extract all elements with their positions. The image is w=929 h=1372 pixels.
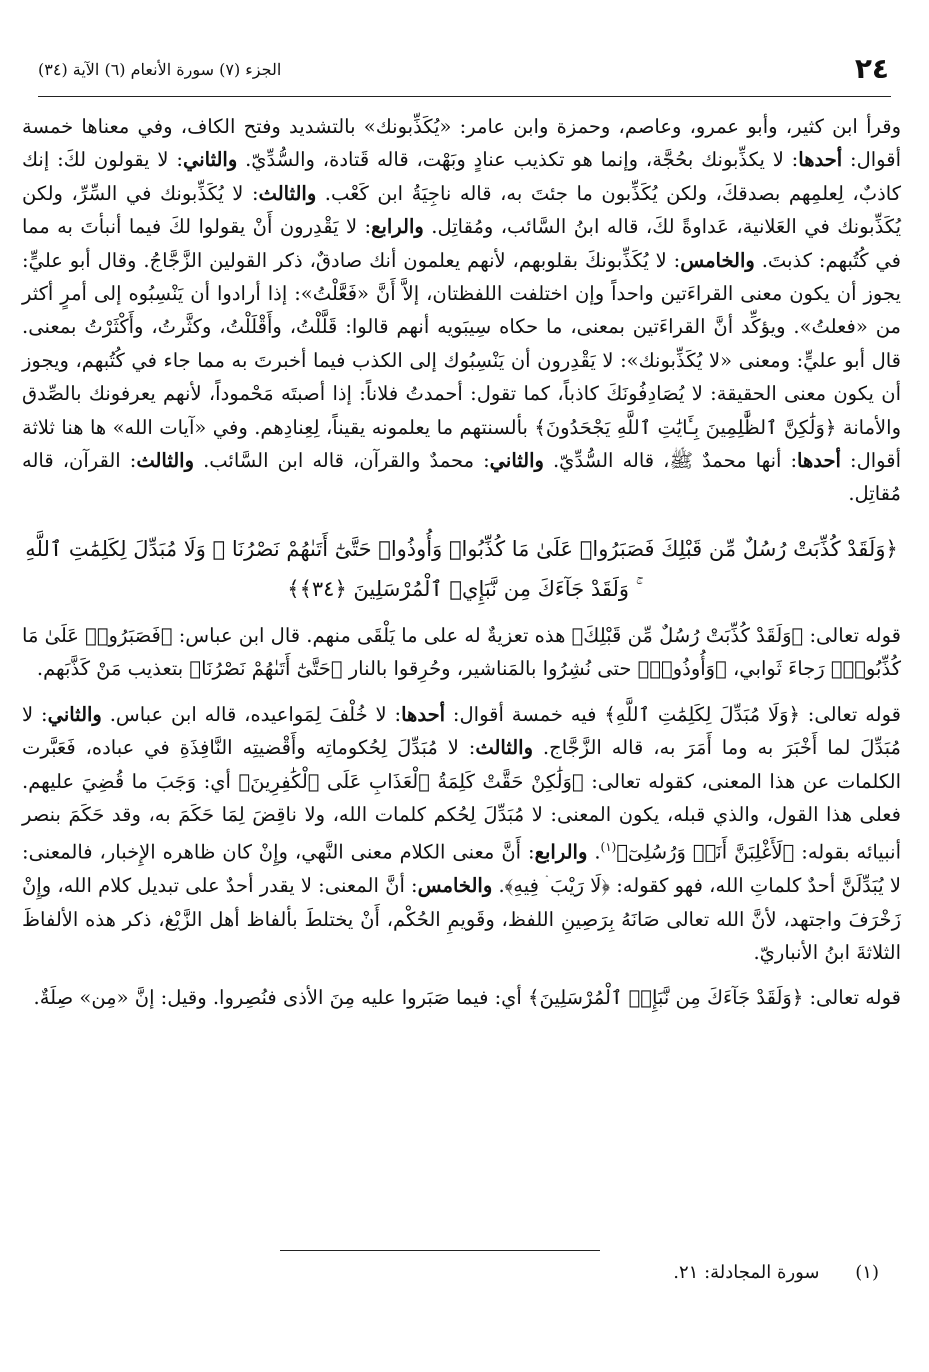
section-keyword: والخامس <box>417 874 493 898</box>
paragraph-gap <box>22 969 901 981</box>
section-keyword: والثاني <box>182 148 238 172</box>
text-run: وقرأ ابن كثير، وأبو عمرو، وعاصم، وحمزة وابن عامر: «يُكَذِّبونك» بالتشديد وفتح الكاف، وفي معناها خمسة أقوال: <box>22 115 901 172</box>
section-keyword: والثاني <box>489 449 544 473</box>
text-run: : لا يكذِّبونك بحُجَّة، وإنما هو تكذيب عنادٍ وبَهْت، قاله قَتادة، والسُّدِّيّ. <box>237 148 799 172</box>
section-keyword: أحدها <box>798 148 843 172</box>
section-keyword: والثاني <box>47 702 102 726</box>
paragraph <box>22 110 901 511</box>
section-keyword: والرابع <box>371 215 424 239</box>
text-run: : أَنَّ معنى الكلام معنى النَّهي، وإِنْ كان ظاهره الإِخبار، فالمعنى: لا يُبَدِّلَنَّ أحدٌ كلماتِ الله، فهو كقوله: ﴿لَا رَيْبَ ۛ فِيهِ﴾. <box>22 840 902 898</box>
footnote-rule <box>280 1250 600 1251</box>
text-run: : لا مُبَدِّلَ لِحُكوماتِه وأَقْضيتِه النَّافِذَةِ في عباده، فَعَبَّرت الكلمات عن هذا المعنى، كقوله تعالى: ﴿وَلَٰكِنْ حَقَّتْ كَلِمَةُ ٱلْعَذَابِ عَلَى ٱلْكَٰفِرِينَ﴾ أي: وَجَبَ ما قُضِيَ عليهم. فعلى هذا القول، والذي قبله، يكون المعنى: لا مُبَدِّلَ لِحُكم كلمات الله، ولا ناقِضَ لِمَا حَكَمَ به، وقد حَكَمَ بنصر أنبيائه بقوله: ﴿لَأَغْلِبَنَّ أَنَا۠ وَرُسُلِىٓ﴾ <box>22 736 901 864</box>
paragraph-gap <box>22 511 901 523</box>
section-keyword: أحدها <box>797 449 841 473</box>
text-run: قوله تعالى: ﴿وَلَقَدْ كُذِّبَتْ رُسُلٌ مِّن قَبْلِكَ﴾ هذه تعزيةٌ له على ما يَلْقَى منهم. قال ابن عباس: ﴿فَصَبَرُوا۟ عَلَىٰ مَا كُذِّبُوا۟﴾ رَجاءَ ثَوابي، ﴿وَأُوذُوا۟﴾ حتى نُشِرُوا بالمَناشير، وحُرِقوا بالنار ﴿حَتَّىٰٓ أَتَىٰهُمْ نَصْرُنَا﴾ بتعذيب مَنْ كَذَّبَهم. <box>22 623 901 681</box>
section-keyword: والخامس <box>680 248 755 272</box>
footnote-ref: (١) <box>600 840 617 855</box>
text-run: قوله تعالى: ﴿وَلَا مُبَدِّلَ لِكَلِمَٰتِ ٱللَّهِ﴾ فيه خمسة أقوال: <box>445 702 901 726</box>
text-run: : لا يَقْدِرون أَنْ يقولوا لكَ فيما أنبأتَ به مما في كُتُبهم: كذبتَ. <box>22 215 901 272</box>
section-keyword: أحدها <box>401 702 446 726</box>
footnote <box>673 1262 879 1283</box>
text-run: : لا مُبَدِّلَ لما أَخْبَرَ به وما أَمَرَ به، قاله الزَّجَّاج. <box>22 702 902 760</box>
paragraph <box>22 619 901 686</box>
text-run: : لا يقولون لكَ: إنك كاذبٌ، لِعلمِهم بصدقكَ، ولكن يُكَذِّبون ما جئتَ به، قاله ناجِيَةُ ابن كَعْب. <box>22 148 901 205</box>
text-run: : أنَّ المعنى: لا يقدر أحدٌ على تبديل كلام الله، وإِنْ زَخْرَفَ واجتهد، لأنَّ الله تعالى صَانَهُ بِرَصِينِ اللفظ، وقَويمِ الحُكْم، أَنْ يختلطَ بألفاظ أهل الزَّيْغ، ذكر هذه الألفاظَ الثلاثةَ ابنُ الأنباريّ. <box>22 874 901 965</box>
page-number: ٢٤ <box>854 52 889 85</box>
section-keyword: والثالث <box>136 449 195 473</box>
text-run: : القرآن، قاله مُقاتِل. <box>22 449 901 506</box>
quran-verse: ﴿وَلَقَدْ كُذِّبَتْ رُسُلٌ مِّن قَبْلِكَ فَصَبَرُوا۟ عَلَىٰ مَا كُذِّبُوا۟ وَأُوذُوا۟ حَتَّىٰٓ أَتَىٰهُمْ نَصْرُنَا ۚ وَلَا مُبَدِّلَ لِكَلِمَٰتِ ٱللَّهِ ۚ وَلَقَدْ جَآءَكَ مِن نَّبَإِي۟ ٱلْمُرْسَلِينَ ﴿٣٤﴾﴾ <box>25 536 898 601</box>
running-head: الجزء (٧) سورة الأنعام (٦) الآية (٣٤) <box>38 60 282 79</box>
text-run: : لا يُكَذِّبونك في السِّرِّ، ولكن يُكَذِّبونك في العَلانية، عَداوةً لكَ، قاله ابنُ السَّائب، ومُقاتِل. <box>22 181 902 239</box>
section-keyword: والثالث <box>475 736 534 760</box>
text-run: : محمدٌ والقرآن، قاله ابن السَّائب. <box>194 449 490 473</box>
text-run: : لا خُلْفَ لِمَواعيده، قاله ابن عباس. <box>101 702 402 726</box>
page-header <box>18 50 911 90</box>
section-keyword: والرابع <box>534 840 588 864</box>
text-run: . <box>587 840 601 864</box>
paragraph <box>22 981 901 1014</box>
paragraph <box>22 698 901 970</box>
footnote-text: سورة المجادلة: ٢١. <box>673 1262 820 1283</box>
page-body <box>22 110 901 1372</box>
text-run: : أنها محمدٌ ﷺ، قاله السُّدِّيّ. <box>543 449 798 473</box>
section-keyword: والثالث <box>258 181 317 205</box>
paragraph-gap <box>22 686 901 698</box>
text-run: قوله تعالى: ﴿وَلَقَدْ جَآءَكَ مِن نَّبَإِي۟ ٱلْمُرْسَلِينَ﴾ أي: فيما صَبَروا عليه مِنَ الأذى فنُصِروا. وقيل: إنَّ «مِن» صِلَةٌ. <box>33 986 901 1010</box>
header-rule <box>38 96 891 97</box>
text-run: : لا يُكَذِّبونكَ بقلوبهم، لأنهم يعلمون أنك صادقٌ، ذكر القولين الزَّجَّاجُ. وقال أبو عليٍّ: يجوز أن يكون معنى القراءَتين واحداً وإن اختلفت اللفظتان، إلاَّ أَنَّ «فَعَّلْتُ»: إذا أرادوا أن يَنْسِبُوه إلى أمرٍ أكثر من «فعلتُ». ويؤكِّد أنَّ القراءَتين بمعنى، ما حكاه سِيبَويه أنهم قالوا: قَلَّلْتُ، وأَقْلَلْتُ، وكثَّرتُ، وأَكْثَرْتُ بمعنى. قال أبو عليٍّ: ومعنى «لا يُكَذِّبونك»: لا يَقْدِرون أن يَنْسِبُوك إلى الكذب فيما أخبرتَ به مما جاء في كُتُبهم، ويجوز أن يكون معنى الحقيقة: لا يُصَادِفُونَكَ كاذباً، كما تقول: أحمدتُ فلاناً: إذا أصبتَه مَحْموداً، لأنهم يعرفونك بالصِّدق والأمانة ﴿وَلَٰكِنَّ ٱلظَّٰلِمِينَ بِـَٔايَٰتِ ٱللَّهِ يَجْحَدُونَ﴾ بألسنتهم ما يعلمونه يقيناً، لِعِنادِهم. وفي «آيات الله» ها هنا ثلاثة أقوال: <box>22 248 901 473</box>
footnote-number: (١) <box>855 1262 879 1283</box>
